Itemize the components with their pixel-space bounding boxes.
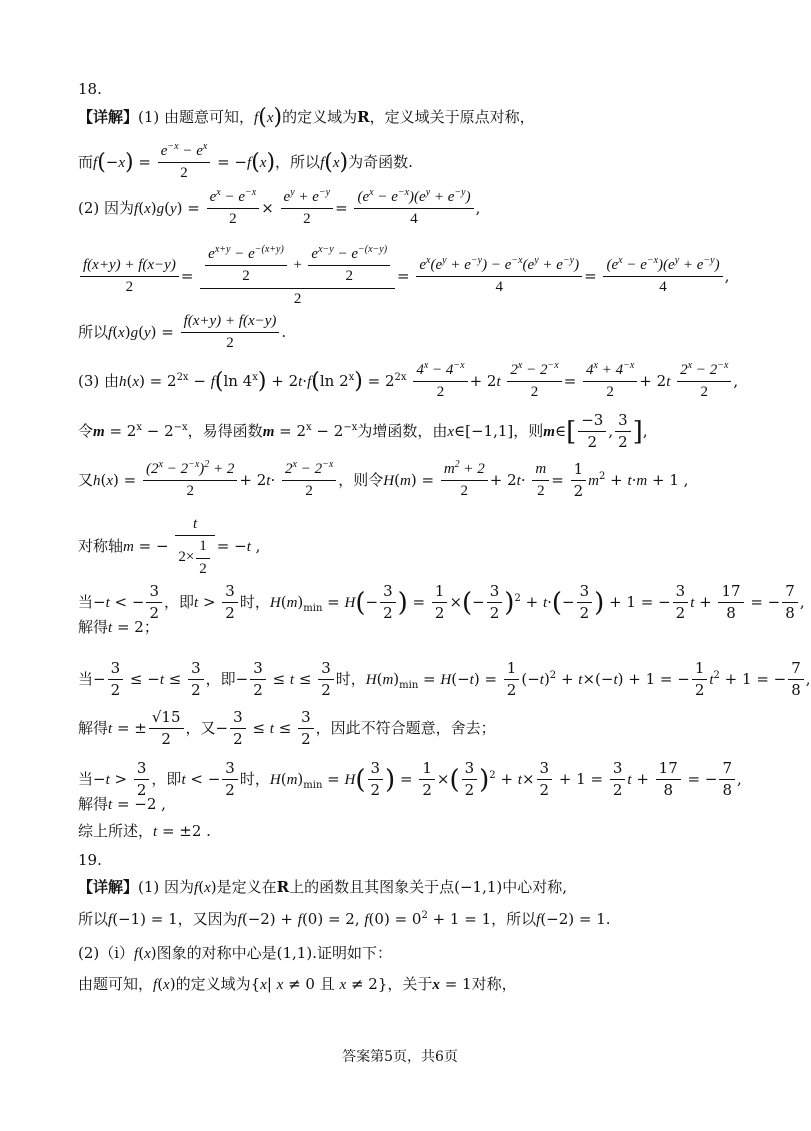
q18-case1-solution: 解得t = 2； <box>78 618 159 636</box>
q19-part2-line1: (2)（i）f(x)图象的对称中心是(1,1).证明如下： <box>78 944 392 962</box>
q18-conclusion: 综上所述，t = ±2 . <box>78 822 211 840</box>
q18-case2: 当− $\frac{3}{2}$ ≤ −t ≤ $\frac{3}{2}$ ，即− $\frac{3}{2}$ ≤ t ≤ $\frac{3}{2}$ 时，$H(m)_{min} = H(-t)$ = $\frac{1}{2}$ $(-t)^2 + t\times(-t) + 1$ = − $\frac{1}{2}$ $t^2 + 1$ = − $\frac{7}{8}$ , <box>78 659 811 700</box>
page-footer: 答案第5页，共6页 <box>342 1049 458 1065</box>
q19-number: 19. <box>78 851 102 869</box>
q18-number: 18. <box>78 80 102 98</box>
q19-part1-line1: 【详解】(1) 因为f(x)是定义在R上的函数且其图象关于点(−1,1)中心对称, <box>78 878 568 896</box>
q18-label: 【详解】 <box>78 108 139 126</box>
q19-part1-line2: 所以f(−1) = 1，又因为f(−2) + f(0) = 2, $f(0) = 0^2 + 1 = 1$，所以f(−2) = 1. <box>78 910 611 928</box>
q18-odd-function-line: 而f(−x) = $\frac{e^{-x} - e^x}{2}$ = −f(x)，所以f(x)为奇函数. <box>78 141 413 182</box>
q18-part2-line2: $\frac{f(x+y) + f(x-y)}{2}$ = $\frac{e^{x+y} - e^{-(x+y)}}{2}$ + $\frac{e^{x-y} - e^{-(x-y)}}{2}$ 2 = $\frac{e^x(e^y + e^{-y}) - e^{-x}(e^y + e^{-y})}{4}$ = $\frac{(e^x - e^{-x})(e^y + e^{-y})}{4}$ , <box>78 246 729 308</box>
q18-axis-of-symmetry: 对称轴m = − t 2× $\frac{1}{2}$ = −t , <box>78 516 261 577</box>
q18-case3: 当−t > $\frac{3}{2}$ ，即t < − $\frac{3}{2}$ 时，$H(m)_{min} = H$( $\frac{3}{2}$ ) = $\frac{1}{2}$ ×( $\frac{3}{2}$ )$^2$ + t× $\frac{3}{2}$ + 1 = $\frac{3}{2}$ t + $\frac{17}{8}$ = − $\frac{7}{8}$ , <box>78 759 742 800</box>
q18-part1-line: 【详解】(1) 由题意可知，f(x)的定义域为R，定义域关于原点对称， <box>78 105 535 130</box>
q18-case2-solution: 解得t = ± $\frac{√15}{2}$ ，又− $\frac{3}{2}$ ≤ t ≤ $\frac{3}{2}$ ，因此不符合题意，舍去； <box>78 708 496 749</box>
q19-part2-line2: 由题可知，f(x)的定义域为{x| x ≠ 0 且 x ≠ 2}，关于x = 1对称， <box>78 975 517 993</box>
q18-part2-conclusion: 所以f(x)g(y) = $\frac{f(x+y) + f(x-y)}{2}$ . <box>78 313 287 352</box>
q19-label: 【详解】 <box>78 878 139 896</box>
q18-part2-line1: (2) 因为f(x)g(y) = $\frac{e^x - e^{-x}}{2}$ × $\frac{e^y + e^{-y}}{2}$ = $\frac{(e^x - e^{-x})(e^y + e^{-y})}{4}$ , <box>78 187 481 228</box>
q18-case3-solution: 解得t = −2 , <box>78 795 166 813</box>
q18-part3-substitution: 令$m = 2^x - 2^{-x}$，易得函数$m = 2^x - 2^{-x}$为增函数，由x∈[−1,1]，则m∈[ $\frac{-3}{2}$ , $\frac{3}{2}$ ], <box>78 411 648 452</box>
q18-part3-H-function: 又h(x) = $\frac{(2^x - 2^{-x})^2 + 2}{2}$ + 2t· $\frac{2^x - 2^{-x}}{2}$ ，则令H(m) = $\frac{m^2 + 2}{2}$ + 2t· $\frac{m}{2}$ = $\frac{1}{2}$ $m^2 + t\cdot m + 1$ , <box>78 459 689 501</box>
q18-case1: 当−t < − $\frac{3}{2}$ ，即t > $\frac{3}{2}$ 时，$H(m)_{min} = H(-$ $\frac{3}{2}$ ) = $\frac{1}{2}$ ×(− $\frac{3}{2}$ )$^2$ + t·(− $\frac{3}{2}$ ) + 1 = − $\frac{3}{2}$ t + $\frac{17}{8}$ = − $\frac{7}{8}$ , <box>78 582 805 623</box>
q18-part3-line1: (3) 由$h(x) = 2^{2x} - f(\ln$ $4^x) + 2t\cdot f(\ln$ $2^x) = 2^{2x}$ $\frac{4^x - 4^{-x}}{2}$ + 2t $\frac{2^x - 2^{-x}}{2}$ = $\frac{4^x + 4^{-x}}{2}$ + 2t $\frac{2^x - 2^{-x}}{2}$ , <box>78 360 739 401</box>
